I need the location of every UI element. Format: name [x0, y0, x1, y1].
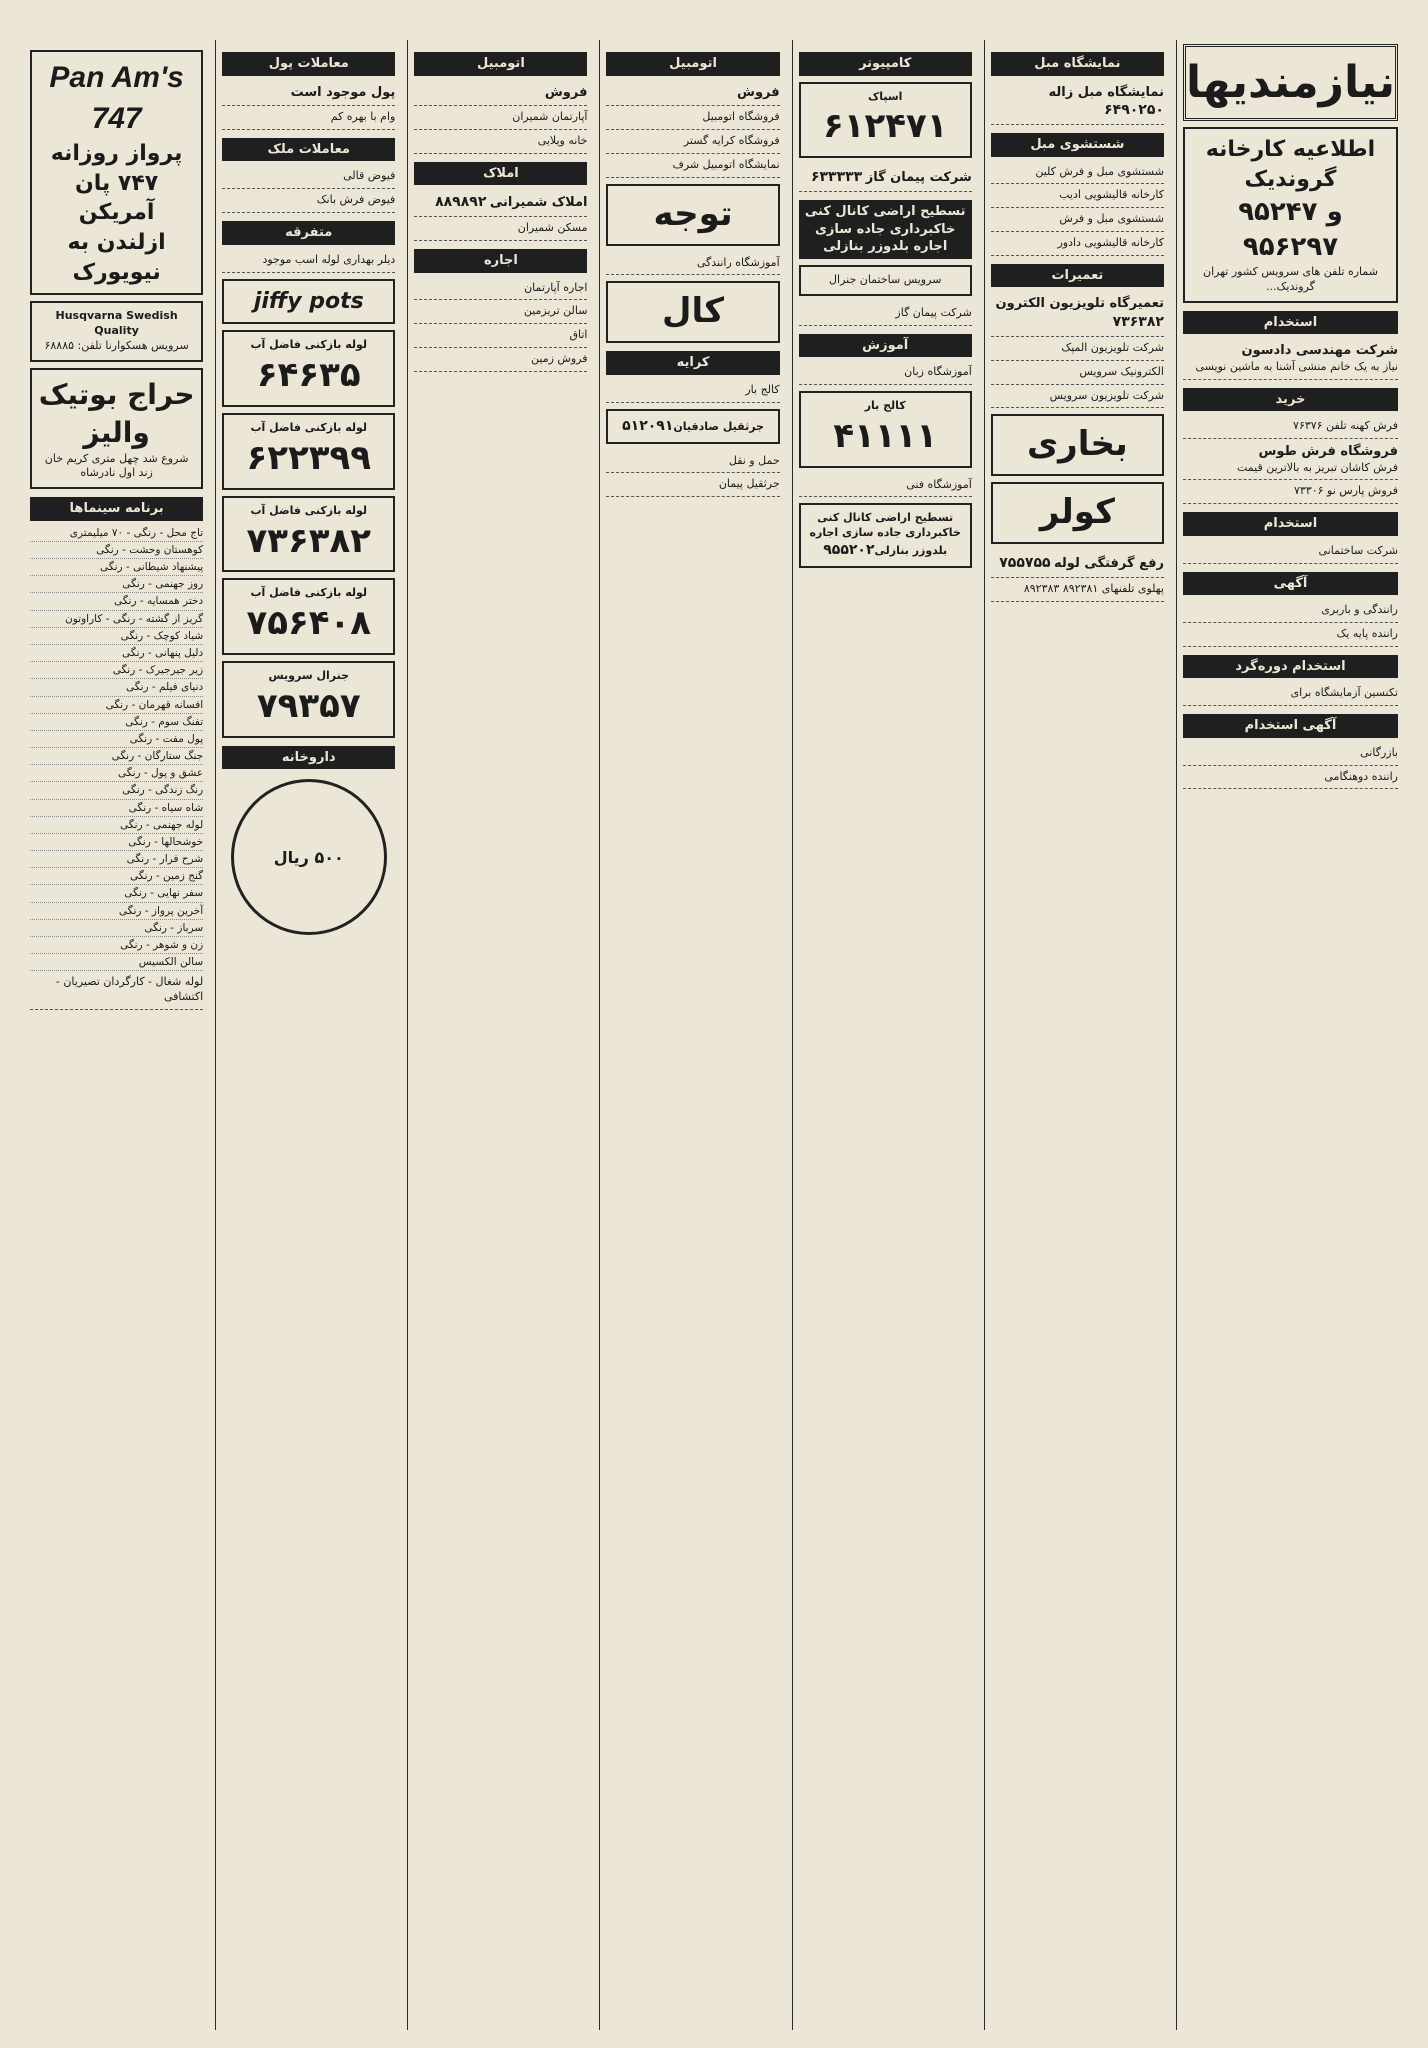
classified-ad: رانندگی و باربری — [1183, 599, 1398, 623]
classified-ad: تکنسین آزمایشگاه برای — [1183, 682, 1398, 706]
column-7 — [24, 40, 209, 2030]
panam-logo: Pan Am's 747 — [49, 61, 184, 135]
section-header: اتومبیل — [606, 52, 779, 76]
drain-ad: لوله بازکنی فاضل آب ۶۴۶۳۵ — [222, 330, 395, 407]
classified-ad: آموزشگاه فنی — [799, 474, 972, 498]
classified-ad: مسکن شمیران — [414, 217, 587, 241]
column-4 — [599, 40, 785, 2030]
classified-ad: کارخانه قالیشویی دادور — [991, 232, 1164, 256]
classified-ad: لوله شغال - کارگردان تصیریان - اکتشافی — [30, 971, 203, 1010]
display-ad: سرویس ساختمان جنرال — [799, 265, 972, 296]
display-ad: کال — [606, 281, 779, 343]
cinema-item: سفر نهایی - رنگی — [30, 885, 203, 902]
section-header: نمایشگاه مبل — [991, 52, 1164, 76]
classified-ad: پهلوی تلفنهای ۸۹۲۳۸۱ ۸۹۲۳۸۳ — [991, 578, 1164, 602]
display-ad: جنرال سرویس ۷۹۳۵۷ — [222, 661, 395, 738]
classified-ad: فروش زمین — [414, 348, 587, 372]
stamp-seal: ۵۰۰ ریال — [231, 779, 387, 935]
classified-ad: الکترونیک سرویس — [991, 361, 1164, 385]
classified-ad: شرکت پیمان گاز ۶۳۳۳۳۳ — [799, 164, 972, 192]
section-header: کامپیوتر — [799, 52, 972, 76]
section-header: معاملات ملک — [222, 138, 395, 162]
classified-ad: وام با بهره کم — [222, 106, 395, 130]
cinema-item: آخرین پرواز - رنگی — [30, 903, 203, 920]
classified-ad: سالن تریزمین — [414, 300, 587, 324]
classified-ad: کارخانه قالیشویی ادیب — [991, 184, 1164, 208]
heater-ad: بخاری — [991, 414, 1164, 476]
cinema-item: شاه سیاه - رنگی — [30, 800, 203, 817]
classified-ad: حمل و نقل — [606, 450, 779, 474]
classified-ad: شستشوی مبل و فرش کلین — [991, 161, 1164, 185]
masthead: نیازمندیها — [1183, 44, 1398, 121]
section-header: تعمیرات — [991, 264, 1164, 288]
grundig-notice — [1183, 127, 1398, 302]
cinema-item: گریز از گشته - رنگی - کاراوتون — [30, 611, 203, 628]
section-header: تسطیح اراضی کانال کنی خاکبرداری جاده سازی اجاره بلدوزر بنازلی — [799, 200, 972, 259]
classified-ad: نمایشگاه اتومبیل شرف — [606, 154, 779, 178]
classified-ad: اتاق — [414, 324, 587, 348]
section-header: استخدام — [1183, 311, 1398, 335]
cinema-item: دنیای فیلم - رنگی — [30, 679, 203, 696]
classified-ad: شرکت ساختمانی — [1183, 540, 1398, 564]
column-6 — [215, 40, 401, 2030]
classified-ad: فرش کهنه تلفن ۷۶۳۷۶ — [1183, 415, 1398, 439]
cinema-item: تاج محل - رنگی - ۷۰ میلیمتری — [30, 525, 203, 542]
panam-ad: Pan Am's 747 پرواز روزانه ۷۴۷ پان آمریکن ازلندن به نیویورک — [30, 50, 203, 295]
section-header: متفرقه — [222, 221, 395, 245]
drain-ad: لوله بازکنی فاضل آب ۷۳۶۳۸۲ — [222, 496, 395, 573]
display-ad: کالج بار ۴۱۱۱۱ — [799, 391, 972, 468]
cinema-item: خوشحالها - رنگی — [30, 834, 203, 851]
classified-ad: شرکت تلویزیون سرویس — [991, 385, 1164, 409]
cinema-item: تفنگ سوم - رنگی — [30, 714, 203, 731]
cinema-item: سرباز - رنگی — [30, 920, 203, 937]
notice-text: شماره تلفن های سرویس کشور تهران گروندیک... — [1203, 264, 1378, 293]
classified-ad: رفع گرفتگی لوله ۷۵۵۷۵۵ — [991, 550, 1164, 578]
classified-ad: فیوض فرش بانک — [222, 189, 395, 213]
cinema-item: سالن الکسیس — [30, 954, 203, 971]
cooler-ad: کولر — [991, 482, 1164, 544]
classified-ad: فروش — [606, 80, 779, 107]
cinema-item: شرح فرار - رنگی — [30, 851, 203, 868]
cinema-item: کوهستان وحشت - رنگی — [30, 542, 203, 559]
classified-ad: راننده پایه یک — [1183, 623, 1398, 647]
cinema-item: پول مفت - رنگی — [30, 731, 203, 748]
section-header: کرایه — [606, 351, 779, 375]
classified-ad: املاک شمیرانی ۸۸۹۸۹۲ — [414, 189, 587, 217]
section-header: استخدام — [1183, 512, 1398, 536]
classified-ad: فروش پارس نو ۷۳۳۰۶ — [1183, 480, 1398, 504]
cinema-item: روز جهنمی - رنگی — [30, 576, 203, 593]
cinema-item: پیشنهاد شیطانی - رنگی — [30, 559, 203, 576]
classified-ad: آموزشگاه رانندگی — [606, 252, 779, 276]
cinema-item: زیر جیرجیرک - رنگی — [30, 662, 203, 679]
display-ad: اسپاک ۶۱۲۴۷۱ — [799, 82, 972, 159]
classified-ad: نمایشگاه مبل زاله ۶۴۹۰۲۵۰ — [991, 80, 1164, 125]
cinema-item: گنج زمین - رنگی — [30, 868, 203, 885]
section-header: اجاره — [414, 249, 587, 273]
column-1 — [1176, 40, 1404, 2030]
classified-ad: کالج بار — [606, 379, 779, 403]
classified-ad: شرکت پیمان گاز — [799, 302, 972, 326]
section-header: آموزش — [799, 334, 972, 358]
boutique-ad: حراج بوتیک والیز شروع شد چهل متری کریم خان زند اول نادرشاه — [30, 368, 203, 489]
classified-ad: فروشگاه اتومبیل — [606, 106, 779, 130]
classified-ad: فروشگاه فرش طوس فرش کاشان تبریز به بالاترین قیمت — [1183, 439, 1398, 480]
section-header: املاک — [414, 162, 587, 186]
classified-ad: راننده دوهنگامی — [1183, 766, 1398, 790]
classified-ad: اجاره آپارتمان — [414, 277, 587, 301]
column-2 — [984, 40, 1170, 2030]
classified-ad: فروشگاه کرایه گستر — [606, 130, 779, 154]
section-header: داروخانه — [222, 746, 395, 770]
classified-ad: پول موجود است — [222, 80, 395, 107]
drain-ad: لوله بازکنی فاضل آب ۶۲۲۳۹۹ — [222, 413, 395, 490]
classified-ad: آپارتمان شمیران — [414, 106, 587, 130]
section-header: معاملات پول — [222, 52, 395, 76]
husqvarna-ad: Husqvarna Swedish Quality سرویس هسکوارنا تلفن: ۶۸۸۸۵ — [30, 301, 203, 362]
cinema-item: عشق و پول - رنگی — [30, 765, 203, 782]
cinema-item: زن و شوهر - رنگی — [30, 937, 203, 954]
section-header: خرید — [1183, 388, 1398, 412]
section-header: استخدام دوره‌گرد — [1183, 655, 1398, 679]
classified-ad: فیوض قالی — [222, 165, 395, 189]
cinema-item: دلیل پنهانی - رنگی — [30, 645, 203, 662]
drain-ad: لوله بازکنی فاضل آب ۷۵۶۴۰۸ — [222, 578, 395, 655]
classified-ad: شستشوی مبل و فرش — [991, 208, 1164, 232]
classified-ad: شرکت مهندسی دادسون نیاز به یک خانم منشی آشنا به ماشین نویسی — [1183, 338, 1398, 379]
column-5 — [407, 40, 593, 2030]
cinema-item: جنگ ستارگان - رنگی — [30, 748, 203, 765]
display-ad: جرثقیل صادقیان۵۱۲۰۹۱ — [606, 409, 779, 444]
cinema-item: دختر همسایه - رنگی — [30, 593, 203, 610]
cinema-item: لوله جهنمی - رنگی — [30, 817, 203, 834]
newspaper-page — [24, 40, 1404, 2030]
cinema-listing — [30, 525, 203, 971]
display-ad: توجه — [606, 184, 779, 246]
classified-ad: دیلر بهداری لوله اسب موجود — [222, 249, 395, 273]
cinema-item: شیاد کوچک - رنگی — [30, 628, 203, 645]
classified-ad: تعمیرگاه تلویزیون الکترون ۷۳۶۳۸۲ — [991, 291, 1164, 336]
section-header: آگهی — [1183, 572, 1398, 596]
classified-ad: خانه ویلایی — [414, 130, 587, 154]
section-header: اتومبیل — [414, 52, 587, 76]
cinema-header: برنامه سینماها — [30, 497, 203, 521]
notice-title: اطلاعیه کارخانه گروندیک — [1205, 137, 1376, 193]
classified-ad: فروش — [414, 80, 587, 107]
classified-ad: بازرگانی — [1183, 742, 1398, 766]
display-ad: تسطیح اراضی کانال کنی خاکبرداری جاده سازی اجاره بلدوزر بنازلی۹۵۵۲۰۲ — [799, 503, 972, 568]
classified-ad: آموزشگاه زبان — [799, 361, 972, 385]
column-3 — [792, 40, 978, 2030]
display-ad: jiffy pots — [222, 279, 395, 325]
section-header: آگهی استخدام — [1183, 714, 1398, 738]
classified-ad: شرکت تلویزیون المپک — [991, 337, 1164, 361]
classified-ad: جرثقیل پیمان — [606, 473, 779, 497]
cinema-item: رنگ زندگی - رنگی — [30, 782, 203, 799]
notice-phones: ۹۵۲۴۷ و ۹۵۶۲۹۷ — [1238, 196, 1343, 262]
cinema-item: افسانه قهرمان - رنگی — [30, 697, 203, 714]
section-header: شستشوی مبل — [991, 133, 1164, 157]
